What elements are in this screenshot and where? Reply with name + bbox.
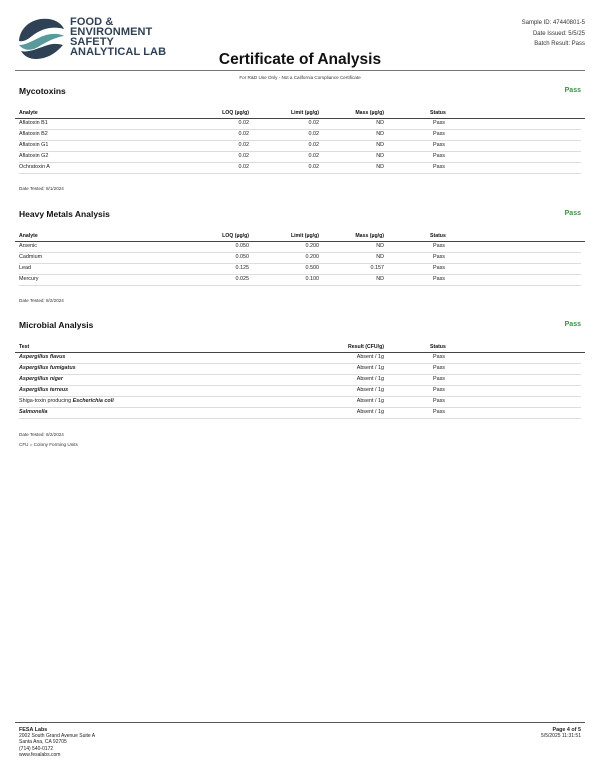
result-value: Absent / 1g: [356, 376, 384, 382]
header-rule: [15, 241, 585, 242]
status-value: Pass: [433, 387, 445, 393]
row-divider: [19, 129, 581, 130]
col-mass: Mass (µg/g): [355, 110, 384, 116]
section-title: Mycotoxins: [19, 86, 66, 96]
logo-line: SAFETY: [70, 36, 114, 48]
analyte-name: Mercury: [19, 276, 39, 282]
analyte-name: Aflatoxin G1: [19, 142, 49, 148]
row-divider: [19, 162, 581, 163]
loq-value: 0.025: [235, 276, 249, 282]
col-status: Status: [430, 233, 446, 239]
limit-value: 0.02: [308, 164, 319, 170]
status-value: Pass: [433, 131, 445, 137]
limit-value: 0.02: [308, 131, 319, 137]
section-result: Pass: [564, 210, 581, 217]
analyte-name: Arsenic: [19, 243, 37, 249]
table-row: [19, 153, 581, 164]
cfu-note: CFU = Colony Forming Units: [19, 442, 78, 447]
logo-line: ENVIRONMENT: [70, 26, 153, 38]
limit-value: 0.02: [308, 153, 319, 159]
loq-value: 0.02: [238, 120, 249, 126]
test-prefix: Shiga-toxin producing: [19, 398, 73, 404]
col-status: Status: [430, 344, 446, 350]
date-tested: Date Tested: 8/2/2024: [19, 298, 64, 303]
table-row: [19, 276, 581, 287]
status-value: Pass: [433, 265, 445, 271]
header-rule: [15, 352, 585, 353]
print-timestamp: 5/5/2025 11:31:51: [541, 733, 581, 740]
loq-value: 0.02: [238, 131, 249, 137]
organism-name: Aspergillus niger: [19, 376, 64, 382]
disclaimer: For R&D Use Only - Not a California Compliance Certificate: [239, 75, 361, 80]
table-row: [19, 131, 581, 142]
status-value: Pass: [433, 365, 445, 371]
mass-value: 0.157: [370, 265, 384, 271]
col-test: Test: [19, 344, 30, 350]
status-value: Pass: [433, 254, 445, 260]
status-value: Pass: [433, 142, 445, 148]
loq-value: 0.02: [238, 142, 249, 148]
status-value: Pass: [433, 243, 445, 249]
status-value: Pass: [433, 120, 445, 126]
table-row: [19, 354, 581, 365]
table-row: [19, 243, 581, 254]
row-divider: [19, 374, 581, 375]
table-row: [19, 398, 581, 409]
col-loq: LOQ (µg/g): [222, 233, 249, 239]
row-divider: [19, 173, 581, 174]
mass-value: ND: [376, 254, 384, 260]
row-divider: [19, 274, 581, 275]
analyte-name: Ochratoxin A: [19, 164, 50, 170]
status-value: Pass: [433, 409, 445, 415]
footer-page-info: [541, 727, 581, 740]
mass-value: ND: [376, 142, 384, 148]
result-value: Absent / 1g: [356, 398, 384, 404]
date-tested: Date Tested: 8/2/2024: [19, 432, 64, 437]
loq-value: 0.02: [238, 164, 249, 170]
mycotoxins-section: [15, 86, 585, 196]
logo-wordmark: [70, 17, 166, 57]
mass-value: ND: [376, 164, 384, 170]
header-divider: [15, 70, 585, 71]
row-divider: [19, 140, 581, 141]
microbial-section: [15, 320, 585, 450]
table-row: [19, 409, 581, 420]
status-value: Pass: [433, 376, 445, 382]
col-limit: Limit (µg/g): [290, 110, 319, 116]
row-divider: [19, 407, 581, 408]
row-divider: [19, 363, 581, 364]
test-name: [19, 398, 114, 404]
limit-value: 0.500: [305, 265, 319, 271]
mass-value: ND: [376, 120, 384, 126]
section-title: Microbial Analysis: [19, 320, 94, 330]
test-name: [19, 409, 47, 415]
address-line: 2002 South Grand Avenue Suite A: [19, 733, 96, 740]
lab-logo: [16, 14, 201, 64]
table-row: [19, 120, 581, 131]
header-rule: [15, 118, 585, 119]
limit-value: 0.100: [305, 276, 319, 282]
date-tested: Date Tested: 8/1/2024: [19, 186, 64, 191]
mass-value: ND: [376, 243, 384, 249]
date-issued: Date Issued: 5/5/25: [532, 30, 585, 37]
table-row: [19, 387, 581, 398]
lab-name: FESA Labs: [19, 727, 48, 733]
sample-id: Sample ID: 47440801-5: [521, 20, 585, 26]
logo-line: ANALYTICAL LAB: [70, 46, 167, 58]
row-divider: [19, 263, 581, 264]
analyte-name: Cadmium: [19, 254, 43, 260]
organism-name: Salmonella: [19, 409, 48, 415]
row-divider: [19, 151, 581, 152]
phone: (714) 540-0172: [19, 745, 54, 752]
test-name: [19, 354, 65, 360]
test-name: [19, 387, 68, 393]
row-divider: [19, 396, 581, 397]
logo-line: FOOD &: [70, 16, 114, 28]
loq-value: 0.050: [235, 243, 249, 249]
row-divider: [19, 418, 581, 419]
result-value: Absent / 1g: [356, 365, 384, 371]
document-title: Certificate of Analysis: [218, 51, 382, 68]
col-status: Status: [430, 110, 446, 116]
mass-value: ND: [376, 276, 384, 282]
status-value: Pass: [433, 164, 445, 170]
analyte-name: Aflatoxin B1: [19, 120, 48, 126]
logo-emblem-icon: [16, 14, 66, 64]
section-result: Pass: [564, 321, 581, 328]
analyte-name: Lead: [19, 265, 31, 271]
row-divider: [19, 385, 581, 386]
organism-name: Escherichia coli: [72, 398, 114, 404]
table-row: [19, 365, 581, 376]
heavy-metals-section: [15, 209, 585, 309]
mass-value: ND: [376, 131, 384, 137]
col-limit: Limit (µg/g): [290, 233, 319, 239]
result-value: Absent / 1g: [356, 354, 384, 360]
row-divider: [19, 285, 581, 286]
limit-value: 0.200: [305, 254, 319, 260]
section-result: Pass: [564, 87, 581, 94]
table-row: [19, 142, 581, 153]
loq-value: 0.02: [238, 153, 249, 159]
loq-value: 0.050: [235, 254, 249, 260]
mass-value: ND: [376, 153, 384, 159]
status-value: Pass: [433, 398, 445, 404]
website-link[interactable]: www.fesalabs.com: [19, 751, 61, 758]
row-divider: [19, 252, 581, 253]
analyte-name: Aflatoxin B2: [19, 131, 48, 137]
footer-divider: [15, 722, 585, 723]
sample-meta: [522, 18, 585, 50]
col-mass: Mass (µg/g): [355, 233, 384, 239]
batch-result: Batch Result: Pass: [534, 41, 585, 47]
test-name: [19, 365, 76, 371]
section-title: Heavy Metals Analysis: [19, 209, 110, 219]
result-value: Absent / 1g: [356, 387, 384, 393]
status-value: Pass: [433, 354, 445, 360]
organism-name: Aspergillus flavus: [19, 354, 66, 360]
limit-value: 0.02: [308, 120, 319, 126]
test-name: [19, 376, 63, 382]
organism-name: Aspergillus fumigatus: [19, 365, 76, 371]
table-row: [19, 254, 581, 265]
col-result: Result (CFU/g): [347, 344, 384, 350]
table-row: [19, 376, 581, 387]
address-line: Santa Ana, CA 92705: [19, 739, 67, 746]
analyte-name: Aflatoxin G2: [19, 153, 49, 159]
col-loq: LOQ (µg/g): [222, 110, 249, 116]
status-value: Pass: [433, 153, 445, 159]
footer-address: [19, 727, 95, 758]
page-number: Page 4 of 5: [552, 727, 581, 733]
table-row: [19, 164, 581, 175]
limit-value: 0.02: [308, 142, 319, 148]
limit-value: 0.200: [305, 243, 319, 249]
organism-name: Aspergillus terreus: [19, 387, 69, 393]
col-analyte: Analyte: [19, 110, 38, 116]
table-row: [19, 265, 581, 276]
col-analyte: Analyte: [19, 233, 38, 239]
result-value: Absent / 1g: [356, 409, 384, 415]
loq-value: 0.125: [235, 265, 249, 271]
status-value: Pass: [433, 276, 445, 282]
